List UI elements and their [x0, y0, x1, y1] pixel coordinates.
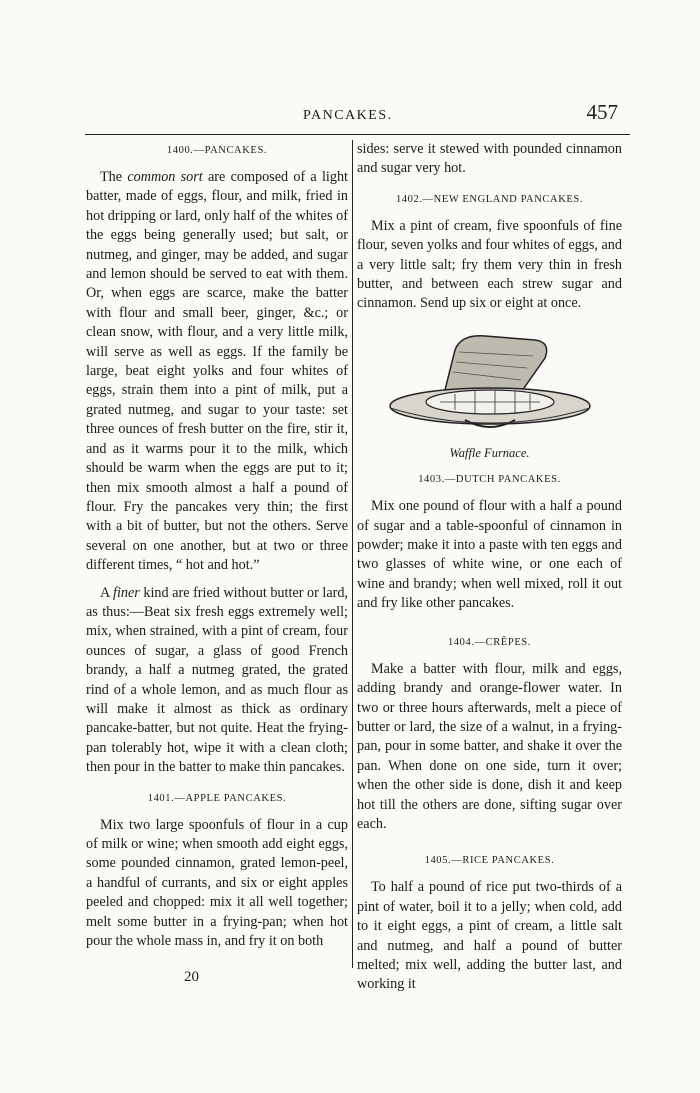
printer-signature-mark: 20: [184, 969, 199, 985]
recipe-1404-paragraph-1: Make a batter with flour, milk and eggs, adding brandy and orange-flower water. In two or three hours afterwards, melt a piece of butter or lard, the size of a walnut, in a frying-pan, pour in some batter, and shake it over the pan. When done on one side, turn it over; when the other side is done, dish it and keep hot till the others are done, sifting sugar over each.: [357, 660, 622, 832]
recipe-1401-paragraph-1: Mix two large spoonfuls of flour in a cup of milk or wine; when smooth add eight eggs, some pounded cinnamon, grated lemon-peel, a handful of currants, and six or eight apples peeled and chopped: mix it all well together; melt some butter in a frying-pan; when hot pour the whole mass in, and fry it on both: [86, 816, 348, 950]
running-title: PANCAKES.: [303, 108, 393, 123]
italic-run: finer: [113, 584, 140, 601]
column-divider: [352, 140, 353, 968]
recipe-1401-continuation: sides: serve it stewed with pounded cinnamon and sugar very hot.: [357, 141, 622, 177]
left-column: [86, 140, 348, 951]
text-run: kind are fried without butter or lard, as thus:—Beat six fresh eggs extremely well; mix, when strained, with a pint of cream, four ounces of sugar, a glass of good French brandy, a half a nutmeg grated, the grated rind of a whole lemon, and as much flour as will make it almost as thick as ordinary pancake-batter, but not quite. Heat the frying-pan tolerably hot, wipe it with a clean cloth; then pour in the batter to make thin pancakes.: [86, 584, 348, 776]
recipe-heading-1405: 1405.—RICE PANCAKES.: [424, 855, 555, 867]
page-number: 457: [586, 100, 618, 124]
right-column: [357, 140, 622, 995]
recipe-heading-1402: 1402.—NEW ENGLAND PANCAKES.: [395, 193, 584, 205]
recipe-1403-paragraph-1: Mix one pound of flour with a half a pound of sugar and a table-spoonful of cinnamon in powder; make it into a paste with ten eggs and two glasses of white wine, or one each of wine and brandy; when well mixed, roll it out and fry like other pancakes.: [357, 498, 622, 612]
text-run: A: [100, 584, 114, 601]
recipe-heading-1404: 1404.—CRÊPES.: [447, 636, 532, 648]
waffle-furnace-icon: [385, 328, 595, 440]
text-run: The: [100, 169, 128, 185]
italic-run: common sort: [127, 169, 203, 185]
text-run: are composed of a light batter, made of eggs, flour, and milk, fried in hot dripping or lard, only half of the whites of the eggs being generally used; but salt, or nutmeg, and ginger, may be added, and sugar and lemon should be served to eat with them. Or, when eggs are scarce, make the batter with flour and small beer, ginger, &c.; or clean snow, with flour, and a very little milk, will serve as well as eggs. If the family be large, beat eight yolks and four whites of eggs, strain them into a pint of milk, put a grated nutmeg, and sugar to your taste: set three ounces of fresh butter on the fire, stir it, and as it warms pour it to the milk, which should be warm when the eggs are put to it; then mix smooth almost a half a pound of flour. Fry the pancakes very thin; the first with a bit of butter, but not the others. Serve several on one another, but at two or three different times, “ hot and hot.”: [86, 169, 348, 574]
recipe-heading-1401: 1401.—APPLE PANCAKES.: [147, 792, 287, 804]
header-rule: [85, 134, 630, 135]
recipe-heading-1400: 1400.—PANCAKES.: [166, 145, 268, 156]
page-header: [85, 100, 630, 130]
figure-caption: Waffle Furnace.: [449, 445, 530, 460]
waffle-furnace-illustration: [357, 328, 622, 440]
recipe-1405-paragraph-1: To half a pound of rice put two-thirds of a pint of water, boil it to a jelly; when cold, add to it eight eggs, a pint of cream, a little salt and nutmeg, and half a pound of butter melted; mix well, adding the butter last, and working it: [357, 879, 622, 993]
recipe-1402-paragraph-1: Mix a pint of cream, five spoonfuls of fine flour, seven yolks and four whites of eggs, and a very little salt; fry them very thin in fresh butter, and between each strew sugar and cinnamon. Send up six or eight at once.: [357, 217, 622, 312]
recipe-1400-paragraph-2: [86, 584, 348, 778]
recipe-heading-1403: 1403.—DUTCH PANCAKES.: [418, 474, 561, 486]
recipe-1400-paragraph-1: [86, 168, 348, 576]
